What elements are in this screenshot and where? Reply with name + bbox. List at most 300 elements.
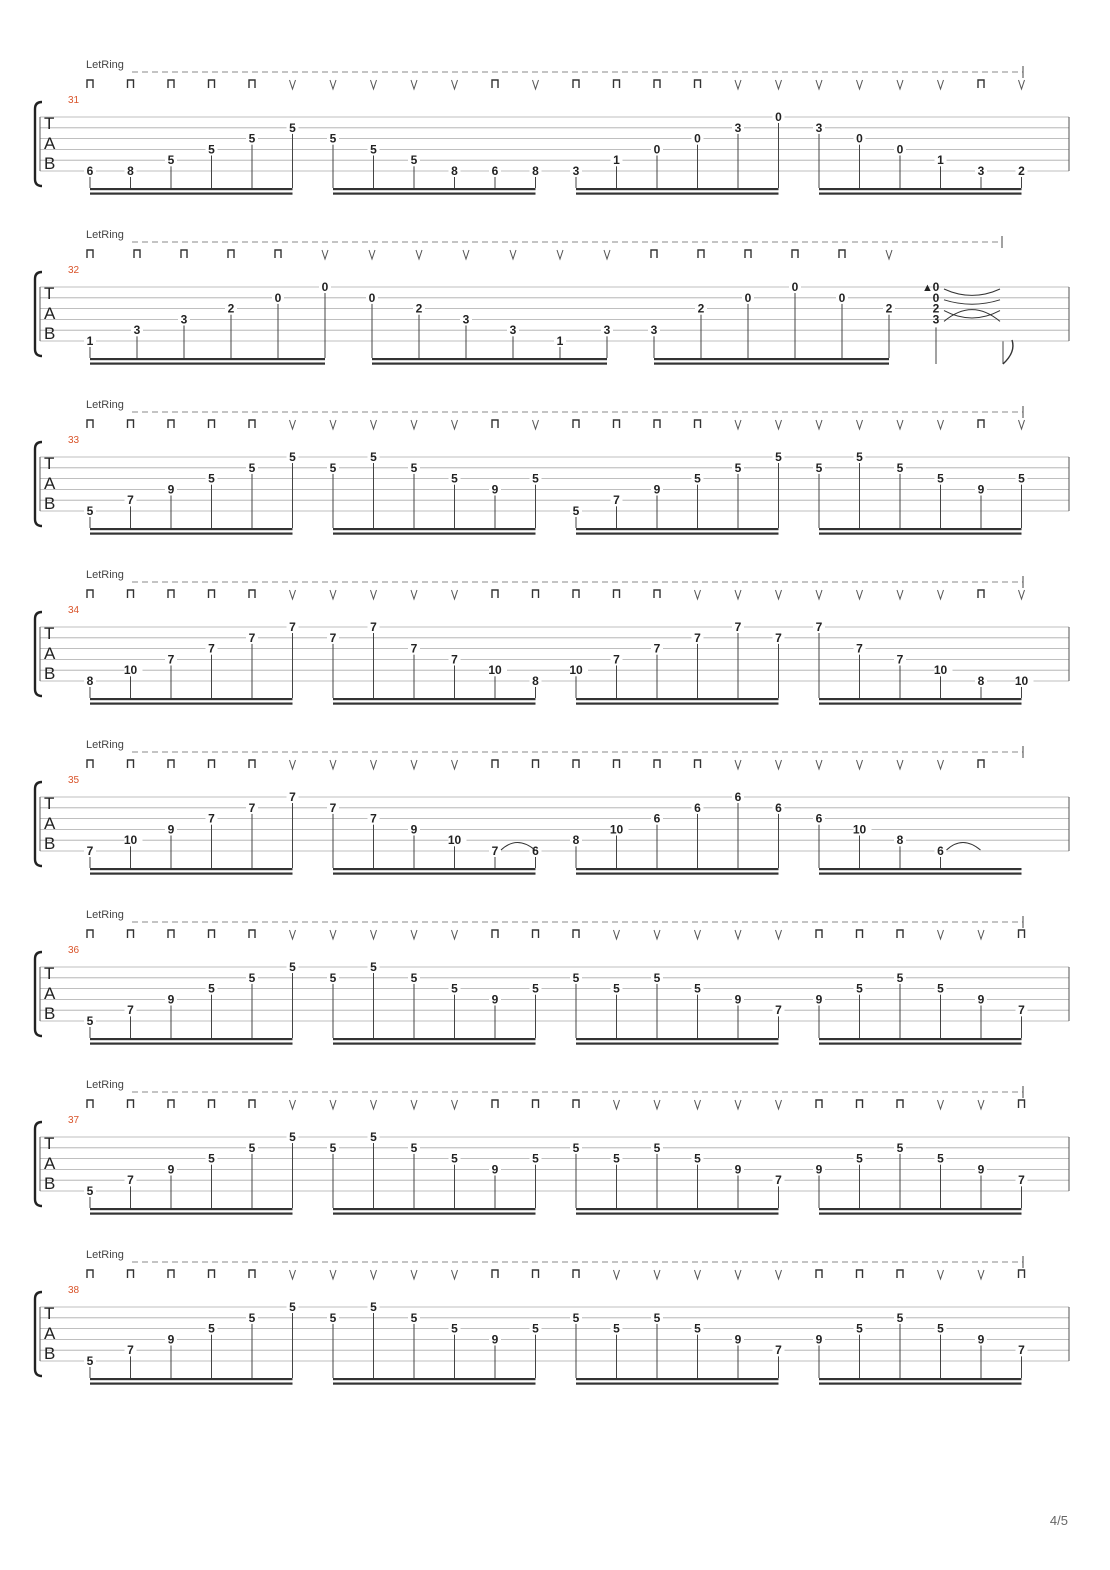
- fret-number: 5: [937, 981, 944, 996]
- downstroke-icon: [533, 760, 539, 768]
- upstroke-icon: [330, 1270, 336, 1279]
- chord-fret-number: 0: [932, 290, 940, 305]
- fret-number: 7: [1018, 1343, 1025, 1358]
- fret-number: 5: [532, 981, 539, 996]
- downstroke-icon: [816, 1270, 822, 1278]
- beam: [90, 1208, 293, 1210]
- upstroke-icon: [290, 760, 296, 769]
- beam: [576, 1043, 779, 1045]
- fret-number: 0: [321, 280, 329, 294]
- upstroke-icon: [816, 590, 822, 599]
- downstroke-icon: [533, 1100, 539, 1108]
- downstroke-icon: [128, 930, 134, 938]
- fret-number: 5: [329, 1140, 337, 1155]
- downstroke-icon: [87, 930, 93, 938]
- beam: [819, 1378, 1022, 1380]
- fret-number: 5: [329, 970, 337, 985]
- upstroke-icon: [695, 1270, 701, 1279]
- downstroke-icon: [128, 1270, 134, 1278]
- beam: [90, 188, 293, 190]
- fret-number: 5: [694, 471, 701, 486]
- downstroke-icon: [181, 250, 187, 258]
- upstroke-icon: [886, 250, 892, 259]
- downstroke-icon: [249, 1100, 255, 1108]
- fret-number: 6: [491, 164, 499, 178]
- fret-number: 0: [791, 280, 799, 294]
- fret-number: 5: [208, 142, 215, 157]
- tie-arc: [944, 289, 1000, 295]
- fret-number: 7: [451, 652, 458, 667]
- downstroke-icon: [695, 760, 701, 768]
- upstroke-icon: [452, 420, 458, 429]
- beam: [576, 703, 779, 705]
- upstroke-icon: [452, 80, 458, 89]
- upstroke-icon: [1019, 80, 1025, 89]
- fret-number: 5: [572, 1140, 580, 1155]
- downstroke-icon: [897, 930, 903, 938]
- upstroke-icon: [978, 930, 984, 939]
- fret-number: 5: [937, 471, 944, 486]
- upstroke-icon: [371, 420, 377, 429]
- upstroke-icon: [614, 1100, 620, 1109]
- upstroke-icon: [776, 930, 782, 939]
- upstroke-icon: [776, 80, 782, 89]
- beam: [333, 1043, 536, 1045]
- upstroke-icon: [290, 1100, 296, 1109]
- upstroke-icon: [330, 760, 336, 769]
- chord-fret-number: 3: [932, 312, 940, 327]
- upstroke-icon: [857, 590, 863, 599]
- fret-number: 5: [896, 970, 904, 985]
- fret-number: 7: [167, 652, 175, 667]
- fret-number: 5: [734, 460, 742, 475]
- fret-number: 2: [1018, 164, 1025, 178]
- fret-number: 7: [248, 630, 256, 645]
- beam: [819, 1043, 1022, 1045]
- beam: [819, 193, 1022, 195]
- upstroke-icon: [533, 420, 539, 429]
- upstroke-icon: [816, 420, 822, 429]
- fret-number: 0: [653, 142, 661, 157]
- fret-number: 7: [775, 1343, 782, 1358]
- fret-number: 5: [532, 1321, 539, 1336]
- downstroke-icon: [654, 760, 660, 768]
- fret-number: 9: [977, 482, 985, 497]
- beam: [333, 873, 536, 875]
- fret-number: 9: [815, 1332, 823, 1347]
- tab-clef-letter: T: [44, 1134, 55, 1153]
- downstroke-icon: [209, 930, 215, 938]
- note-flag: [1003, 340, 1013, 364]
- tab-clef-letter: A: [44, 814, 56, 833]
- fret-number: 0: [274, 290, 282, 305]
- fret-number: 7: [208, 811, 215, 826]
- tab-clef-letter: T: [44, 794, 55, 813]
- fret-number: 9: [167, 1162, 175, 1177]
- fret-number: 10: [609, 822, 624, 837]
- fret-number: 5: [370, 1130, 377, 1144]
- beam: [90, 1383, 293, 1385]
- measure-number: 37: [68, 1115, 80, 1126]
- downstroke-icon: [573, 80, 579, 88]
- upstroke-icon: [604, 250, 610, 259]
- downstroke-icon: [249, 1270, 255, 1278]
- fret-number: 5: [694, 1321, 701, 1336]
- fret-number: 5: [937, 1151, 944, 1166]
- fret-number: 7: [775, 630, 782, 645]
- fret-number: 3: [977, 164, 985, 178]
- tab-clef-letter: T: [44, 284, 55, 303]
- fret-number: 2: [697, 301, 705, 316]
- fret-number: 5: [451, 1151, 458, 1166]
- upstroke-icon: [857, 760, 863, 769]
- fret-number: 0: [896, 142, 904, 157]
- downstroke-icon: [87, 1100, 93, 1108]
- downstroke-icon: [492, 1270, 498, 1278]
- upstroke-icon: [452, 1100, 458, 1109]
- fret-number: 7: [289, 790, 296, 804]
- chord-fret-number: 2: [932, 301, 940, 316]
- fret-number: 6: [775, 800, 782, 815]
- upstroke-icon: [369, 250, 375, 259]
- fret-number: 5: [937, 1321, 944, 1336]
- let-ring-label: LetRing: [86, 1079, 124, 1091]
- downstroke-icon: [209, 1270, 215, 1278]
- fret-number: 5: [613, 1151, 620, 1166]
- downstroke-icon: [897, 1270, 903, 1278]
- fret-number: 5: [613, 981, 620, 996]
- fret-number: 5: [410, 970, 418, 985]
- beam: [333, 868, 536, 870]
- downstroke-icon: [209, 590, 215, 598]
- downstroke-icon: [573, 930, 579, 938]
- beam: [333, 193, 536, 195]
- downstroke-icon: [209, 420, 215, 428]
- fret-number: 7: [329, 630, 337, 645]
- fret-number: 5: [370, 450, 377, 464]
- upstroke-icon: [411, 420, 417, 429]
- tab-clef-letter: T: [44, 114, 55, 133]
- fret-number: 9: [410, 822, 418, 837]
- upstroke-icon: [330, 930, 336, 939]
- downstroke-icon: [128, 420, 134, 428]
- beam: [90, 528, 293, 530]
- upstroke-icon: [371, 1100, 377, 1109]
- downstroke-icon: [654, 420, 660, 428]
- fret-number: 5: [410, 1310, 418, 1325]
- beam: [333, 1378, 536, 1380]
- upstroke-icon: [557, 250, 563, 259]
- beam: [819, 703, 1022, 705]
- downstroke-icon: [87, 590, 93, 598]
- beam: [90, 698, 293, 700]
- downstroke-icon: [492, 760, 498, 768]
- system-bracket: [35, 952, 42, 1036]
- fret-number: 9: [491, 992, 499, 1007]
- upstroke-icon: [897, 80, 903, 89]
- beam: [576, 873, 779, 875]
- beam: [819, 1208, 1022, 1210]
- fret-number: 5: [532, 1151, 539, 1166]
- upstroke-icon: [654, 930, 660, 939]
- downstroke-icon: [168, 1270, 174, 1278]
- downstroke-icon: [249, 930, 255, 938]
- fret-number: 3: [603, 323, 611, 338]
- fret-number: 9: [734, 1332, 742, 1347]
- downstroke-icon: [533, 930, 539, 938]
- downstroke-icon: [654, 590, 660, 598]
- upstroke-icon: [290, 930, 296, 939]
- upstroke-icon: [371, 760, 377, 769]
- beam: [819, 188, 1022, 190]
- tab-clef-letter: B: [44, 1004, 56, 1023]
- upstroke-icon: [411, 930, 417, 939]
- fret-number: 1: [937, 153, 944, 168]
- beam: [90, 363, 325, 365]
- beam: [576, 193, 779, 195]
- fret-number: 9: [167, 1332, 175, 1347]
- upstroke-icon: [735, 1100, 741, 1109]
- fret-number: 8: [86, 674, 94, 688]
- beam: [333, 1383, 536, 1385]
- upstroke-icon: [897, 420, 903, 429]
- fret-number: 5: [410, 1140, 418, 1155]
- fret-number: 5: [329, 460, 337, 475]
- downstroke-icon: [492, 1100, 498, 1108]
- upstroke-icon: [735, 760, 741, 769]
- fret-number: 5: [694, 1151, 701, 1166]
- tab-clef-letter: T: [44, 454, 55, 473]
- fret-number: 7: [1018, 1173, 1025, 1188]
- fret-number: 9: [734, 992, 742, 1007]
- fret-number: 10: [1014, 674, 1029, 688]
- let-ring-label: LetRing: [86, 569, 124, 581]
- fret-number: 7: [208, 641, 215, 656]
- downstroke-icon: [573, 1270, 579, 1278]
- page-number: 4/5: [1049, 1513, 1068, 1528]
- beam: [819, 528, 1022, 530]
- fret-number: 8: [896, 833, 904, 848]
- downstroke-icon: [209, 80, 215, 88]
- measure-number: 31: [68, 95, 80, 106]
- upstroke-icon: [897, 760, 903, 769]
- downstroke-icon: [695, 80, 701, 88]
- fret-number: 3: [734, 120, 742, 135]
- upstroke-icon: [452, 930, 458, 939]
- downstroke-icon: [492, 420, 498, 428]
- upstroke-icon: [857, 80, 863, 89]
- fret-number: 5: [86, 1184, 94, 1198]
- downstroke-icon: [816, 930, 822, 938]
- system-bracket: [35, 102, 42, 186]
- tab-clef-letter: B: [44, 1344, 56, 1363]
- upstroke-icon: [654, 1270, 660, 1279]
- fret-number: 5: [775, 450, 782, 464]
- fret-number: 7: [734, 620, 742, 634]
- fret-number: 5: [451, 471, 458, 486]
- upstroke-icon: [938, 1100, 944, 1109]
- fret-number: 5: [329, 1310, 337, 1325]
- fret-number: 0: [838, 290, 846, 305]
- fret-number: 0: [744, 290, 752, 305]
- beam: [333, 698, 536, 700]
- upstroke-icon: [330, 590, 336, 599]
- fret-number: 5: [289, 120, 296, 135]
- downstroke-icon: [978, 420, 984, 428]
- fret-number: 10: [852, 822, 867, 837]
- fret-number: 5: [896, 460, 904, 475]
- upstroke-icon: [776, 1270, 782, 1279]
- downstroke-icon: [1019, 930, 1025, 938]
- downstroke-icon: [87, 250, 93, 258]
- downstroke-icon: [249, 760, 255, 768]
- downstroke-icon: [573, 760, 579, 768]
- system-bracket: [35, 442, 42, 526]
- downstroke-icon: [87, 760, 93, 768]
- downstroke-icon: [87, 1270, 93, 1278]
- downstroke-icon: [249, 590, 255, 598]
- fret-number: 9: [977, 1332, 985, 1347]
- fret-number: 8: [977, 674, 985, 688]
- upstroke-icon: [452, 590, 458, 599]
- tab-clef-letter: A: [44, 474, 56, 493]
- system-bracket: [35, 1292, 42, 1376]
- fret-number: 10: [123, 663, 138, 678]
- fret-number: 7: [329, 800, 337, 815]
- measure-number: 32: [68, 265, 80, 276]
- measure-number: 33: [68, 435, 80, 446]
- downstroke-icon: [614, 760, 620, 768]
- downstroke-icon: [897, 1100, 903, 1108]
- beam: [333, 533, 536, 535]
- measure-number: 38: [68, 1285, 80, 1296]
- fret-number: 2: [415, 301, 423, 316]
- upstroke-icon: [654, 1100, 660, 1109]
- downstroke-icon: [1019, 1270, 1025, 1278]
- fret-number: 6: [532, 844, 539, 858]
- beam: [576, 868, 779, 870]
- beam: [90, 868, 293, 870]
- upstroke-icon: [735, 420, 741, 429]
- downstroke-icon: [168, 760, 174, 768]
- tie-arc: [944, 300, 1000, 304]
- upstroke-icon: [695, 590, 701, 599]
- fret-number: 5: [248, 970, 256, 985]
- beam: [90, 1043, 293, 1045]
- beam: [576, 528, 779, 530]
- upstroke-icon: [371, 930, 377, 939]
- fret-number: 7: [410, 641, 418, 656]
- fret-number: 1: [613, 153, 620, 168]
- downstroke-icon: [492, 930, 498, 938]
- fret-number: 7: [127, 1003, 134, 1018]
- fret-number: 7: [896, 652, 904, 667]
- fret-number: 7: [613, 652, 620, 667]
- fret-number: 7: [653, 641, 661, 656]
- fret-number: 6: [86, 164, 94, 178]
- fret-number: 5: [653, 1310, 661, 1325]
- tab-clef-letter: T: [44, 624, 55, 643]
- beam: [333, 1208, 536, 1210]
- fret-number: 8: [572, 833, 580, 848]
- upstroke-icon: [978, 1100, 984, 1109]
- downstroke-icon: [745, 250, 751, 258]
- tab-clef-letter: B: [44, 324, 56, 343]
- fret-number: 0: [775, 110, 782, 124]
- fret-number: 5: [451, 1321, 458, 1336]
- fret-number: 5: [572, 1310, 580, 1325]
- downstroke-icon: [792, 250, 798, 258]
- downstroke-icon: [168, 420, 174, 428]
- fret-number: 5: [856, 981, 863, 996]
- upstroke-icon: [1019, 590, 1025, 599]
- upstroke-icon: [938, 760, 944, 769]
- upstroke-icon: [614, 930, 620, 939]
- upstroke-icon: [330, 1100, 336, 1109]
- upstroke-icon: [330, 80, 336, 89]
- fret-number: 0: [856, 131, 863, 146]
- tab-clef-letter: B: [44, 834, 56, 853]
- downstroke-icon: [698, 250, 704, 258]
- tie-arc: [944, 311, 1000, 318]
- upstroke-icon: [938, 930, 944, 939]
- beam: [654, 363, 889, 365]
- beam: [90, 703, 293, 705]
- fret-number: 5: [370, 142, 377, 157]
- fret-number: 7: [248, 800, 256, 815]
- fret-number: 3: [180, 312, 188, 327]
- downstroke-icon: [209, 1100, 215, 1108]
- fret-number: 8: [127, 164, 134, 178]
- fret-number: 6: [815, 811, 823, 826]
- beam: [90, 193, 293, 195]
- upstroke-icon: [938, 1270, 944, 1279]
- downstroke-icon: [128, 1100, 134, 1108]
- beam: [576, 1208, 779, 1210]
- fret-number: 3: [572, 164, 580, 178]
- beam: [819, 698, 1022, 700]
- fret-number: 5: [896, 1310, 904, 1325]
- upstroke-icon: [776, 760, 782, 769]
- fret-number: 5: [856, 1321, 863, 1336]
- upstroke-icon: [735, 930, 741, 939]
- upstroke-icon: [452, 760, 458, 769]
- fret-number: 7: [1018, 1003, 1025, 1018]
- fret-number: 7: [775, 1173, 782, 1188]
- measure-number: 34: [68, 605, 80, 616]
- fret-number: 7: [815, 620, 823, 634]
- fret-number: 10: [569, 663, 583, 678]
- tab-clef-letter: A: [44, 644, 56, 663]
- fret-number: 3: [133, 323, 141, 338]
- fret-number: 10: [488, 663, 502, 678]
- downstroke-icon: [533, 590, 539, 598]
- upstroke-icon: [290, 1270, 296, 1279]
- fret-number: 5: [370, 1300, 377, 1314]
- fret-number: 7: [613, 493, 620, 508]
- fret-number: 5: [410, 460, 418, 475]
- upstroke-icon: [816, 80, 822, 89]
- downstroke-icon: [573, 1100, 579, 1108]
- let-ring-label: LetRing: [86, 59, 124, 71]
- fret-number: 9: [167, 822, 175, 837]
- beam: [576, 698, 779, 700]
- fret-number: 10: [933, 663, 948, 678]
- upstroke-icon: [371, 1270, 377, 1279]
- fret-number: 5: [329, 131, 337, 146]
- beam: [333, 703, 536, 705]
- beam: [90, 358, 325, 360]
